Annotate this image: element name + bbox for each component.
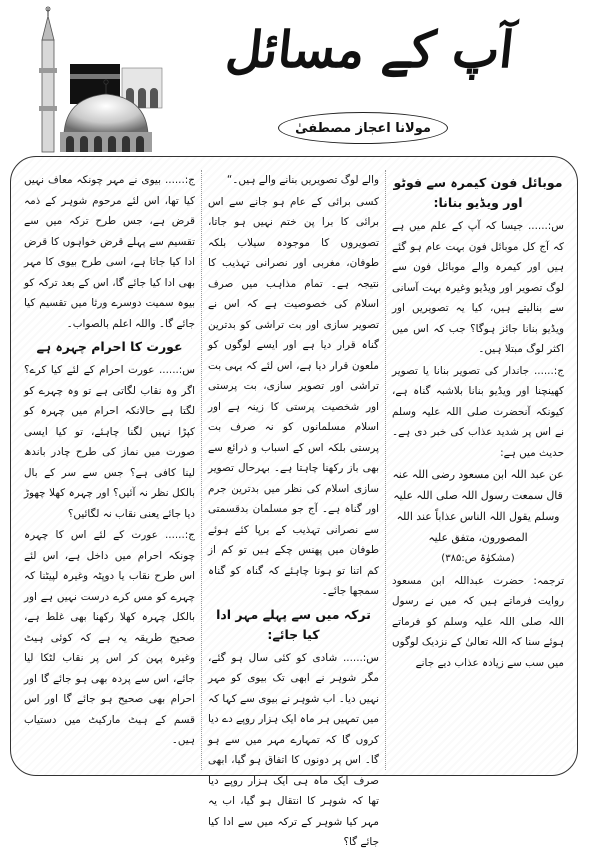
paragraph: ج:...... عورت کے لئے اس کا چہرہ چونکہ احرام میں داخل ہے، اس لئے اس طرح نقاب یا دوپٹہ وغیرہ لپیٹنا کہ چہرے کو مس کرے درست نہیں ہے اور بالکل چہرہ کھلا رکھنا بھی غلط ہے، صحیح طریقہ یہ ہے کہ کوئی ہیٹ وغیرہ پہن کر اس پر نقاب لٹکا لیا جائے، اس سے پردہ بھی ہو جائے گا اور احرام بھی صحیح ہو جائے گا اور اس قسم کے ہیٹ مارکیٹ میں دستیاب ہیں۔ [24, 529, 195, 746]
paragraph: ج:...... بیوی نے مہر چونکہ معاف نہیں کیا تھا، اس لئے مرحوم شوہر کے ذمہ قرض ہے، جس طرح ترکہ میں سے تقسیم سے پہلے قرض خواہوں کا قرض ادا کیا جاتا ہے، اسی طرح بیوی کا مہر بھی ادا کیا جائے گا، اس کے بعد ترکہ کو بیوہ سمیت دوسرے ورثا میں تقسیم کیا جائے گا۔ واللہ اعلم بالصواب۔ [24, 174, 195, 330]
reference-citation: (مشکوٰۃ ص:۳۸۵) [441, 553, 515, 564]
section-heading: عورت کا احرام چہرہ ہے [36, 339, 183, 354]
column-left [18, 170, 202, 770]
paragraph: س:...... جیسا کہ آپ کے علم میں ہے کہ آج کل موبائل فون بہت عام ہو گئے ہیں اور کیمرہ والے موبائل فون سے لوگ تصویر اور ویڈیو وغیرہ بہت آسانی سے بنالیتے ہیں، کیا یہ تصویریں اور ویڈیو بنانا جائز ہوگا؟ جب کہ اس میں اکثر لوگ مبتلا ہیں۔ [392, 220, 564, 355]
section-heading: ترکہ میں سے پہلے مہر ادا کیا جائے: [216, 606, 371, 642]
paragraph: ترجمہ: حضرت عبداللہ ابن مسعود روایت فرماتے ہیں کہ میں نے رسول اللہ صلی اللہ علیہ وسلم کو فرماتے ہوئے سنا کہ اللہ تعالیٰ کے نزدیک لوگوں میں سب سے زیادہ عذاب دیے جانے [392, 574, 564, 669]
author-badge: مولانا اعجاز مصطفیٰ [278, 112, 448, 144]
paragraph: ج:...... جاندار کی تصویر بنانا یا تصویر کھینچنا اور ویڈیو بنانا بلاشبہ گناہ ہے، کیونکہ آنحضرت صلی اللہ علیہ وسلم نے اس پر شدید عذاب کی خبر دی ہے۔ حدیث میں ہے: [392, 364, 564, 459]
page-title: آپ کے مسائل [223, 20, 517, 79]
paragraph: س:...... عورت احرام کے لئے کیا کرے؟ اگر وہ نقاب لگاتی ہے تو وہ چہرے کو لگتا ہے حالانکہ احرام میں چہرہ کو کپڑا نہیں لگنا چاہئے، تو کیا ایسی صورت میں نماز کی طرح چادر باندھ لینا کافی ہے؟ جس سے سر کے بال بالکل نظر نہ آئیں؟ اور چہرہ کھلا چھوڑ دیا جائے یعنی نقاب نہ لگائیں؟ [24, 364, 195, 520]
mosque-illustration [36, 6, 166, 152]
column-middle [202, 170, 386, 848]
paragraph: والے لوگ تصویریں بنانے والے ہیں۔“ [226, 174, 379, 186]
article-columns [18, 170, 570, 848]
column-right [386, 170, 570, 770]
hadith-text: عن عبد اللہ ابن مسعود رضی اللہ عنہ قال سمعت رسول اللہ صلی اللہ علیہ وسلم یقول اللہ الناس عذاباً عند اللہ المصورون، متفق علیہ [392, 468, 564, 544]
masthead [0, 0, 590, 155]
paragraph: س:...... شادی کو کئی سال ہو گئے، مگر شوہر نے ابھی تک بیوی کو مہر نہیں دیا۔ اب شوہر نے بیوی سے کہا کہ میں تمہیں ہر ماہ ایک ہزار روپے دے دیا کروں گا کہ تمہارے مہر میں سے ہو گا۔ اس پر دونوں کا اتفاق ہو گیا، ابھی صرف ایک ماہ ہی ایک ہزار روپے دیا تھا کہ شوہر کا انتقال ہو گیا، اب یہ مہر کیا شوہر کے ترکہ میں سے ادا کیا جائے گا؟ [208, 651, 379, 848]
paragraph: کسی برائی کے عام ہو جانے سے اس برائی کا برا پن ختم نہیں ہو جاتا، تصویروں کا موجودہ سیلاب بلکہ طوفان، مغربی اور نصرانی تہذیب کا نتیجہ ہے۔ تمام مذاہب میں صرف اسلام کی خصوصیت ہے کہ اس نے تصویر سازی اور بت تراشی کو بدترین گناہ قرار دیا ہے اور ایسے لوگوں کو ملعون قرار دیا ہے، اس لئے کہ یہی بت تراشی اور تصویر سازی، بت پرستی اور شخصیت پرستی کا زینہ ہے اور اسلام مسلمانوں کو نہ صرف بت پرستی بلکہ اس کے اسباب و ذرائع سے بھی باز رکھنا چاہتا ہے۔ بہرحال تصویر سازی اسلام کی نظر میں بدترین جرم اور گناہ ہے۔ آج جو مسلمان بدقسمتی سے نصرانی تہذیب کے برپا کئے ہوئے طوفان میں پھنس چکے ہیں تو کم از کم اتنا تو ہونا چاہئے کہ گناہ کو گناہ سمجھا جائے۔ [208, 195, 379, 597]
section-heading: موبائل فون کیمرہ سے فوٹو اور ویڈیو بنانا: [393, 175, 563, 210]
